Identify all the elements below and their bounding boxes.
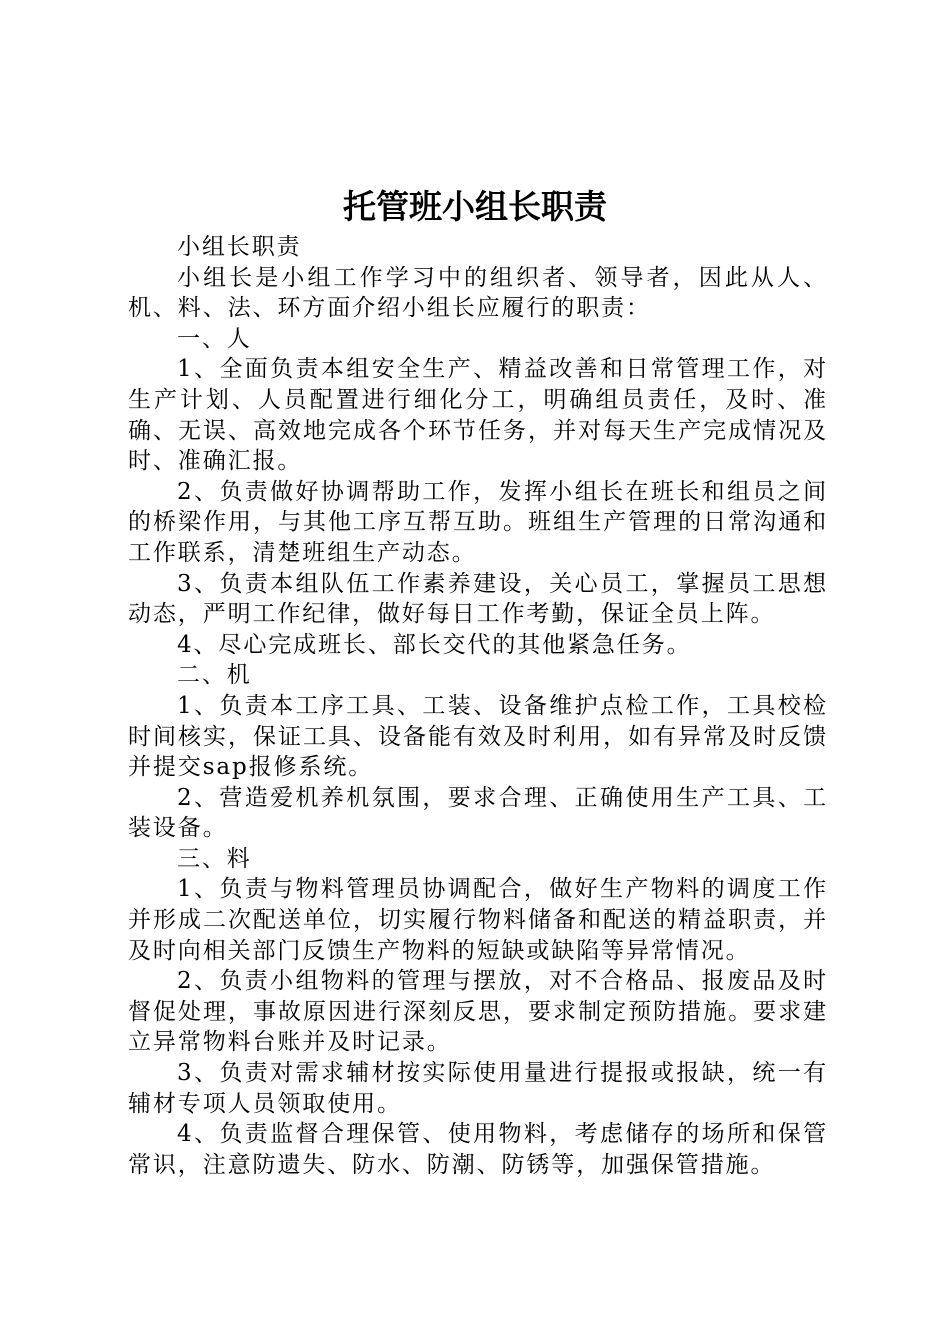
section-heading-material: 三、料 [177,845,252,872]
paragraph-heading: 小组长职责 [177,234,302,260]
paragraph-people-2: 2、负责做好协调帮助工作，发挥小组长在班长和组员之间的桥梁作用，与其他工序互帮互助。班组生产管理的日常沟通和工作联系，清楚班组生产动态。 [128,478,828,566]
section-heading-people: 一、人 [177,325,252,352]
paragraph-material-3: 3、负责对需求辅材按实际使用量进行提报或报缺，统一有辅材专项人员领取使用。 [128,1060,828,1117]
document-title: 托管班小组长职责 [343,187,607,226]
paragraph-intro: 小组长是小组工作学习中的组织者、领导者，因此从人、机、料、法、环方面介绍小组长应履行的职责： [128,264,828,322]
paragraph-machine-2: 2、营造爱机养机氛围，要求合理、正确使用生产工具、工装设备。 [128,784,828,842]
paragraph-people-3: 3、负责本组队伍工作素养建设，关心员工，掌握员工思想动态，严明工作纪律，做好每日工作考勤，保证全员上阵。 [128,570,828,628]
paragraph-material-4: 4、负责监督合理保管、使用物料，考虑储存的场所和保管常识，注意防遗失、防水、防潮、防锈等，加强保管措施。 [128,1121,828,1178]
paragraph-machine-1: 1、负责本工序工具、工装、设备维护点检工作，工具校检时间核实，保证工具、设备能有效及时利用，如有异常及时反馈并提交sap报修系统。 [128,692,828,781]
paragraph-people-4: 4、尽心完成班长、部长交代的其他紧急任务。 [177,631,692,658]
paragraph-material-1: 1、负责与物料管理员协调配合，做好生产物料的调度工作并形成二次配送单位，切实履行物料储备和配送的精益职责，并及时向相关部门反馈生产物料的短缺或缺陷等异常情况。 [128,876,828,964]
document-body [128,232,828,1180]
paragraph-material-2: 2、负责小组物料的管理与摆放，对不合格品、报废品及时督促处理，事故原因进行深刻反思，要求制定预防措施。要求建立异常物料台账并及时记录。 [128,968,828,1056]
paragraph-people-1: 1、全面负责本组安全生产、精益改善和日常管理工作，对生产计划、人员配置进行细化分工，明确组员责任，及时、准确、无误、高效地完成各个环节任务，并对每天生产完成情况及时、准确汇报。 [128,356,828,475]
section-heading-machine: 二、机 [177,662,252,689]
